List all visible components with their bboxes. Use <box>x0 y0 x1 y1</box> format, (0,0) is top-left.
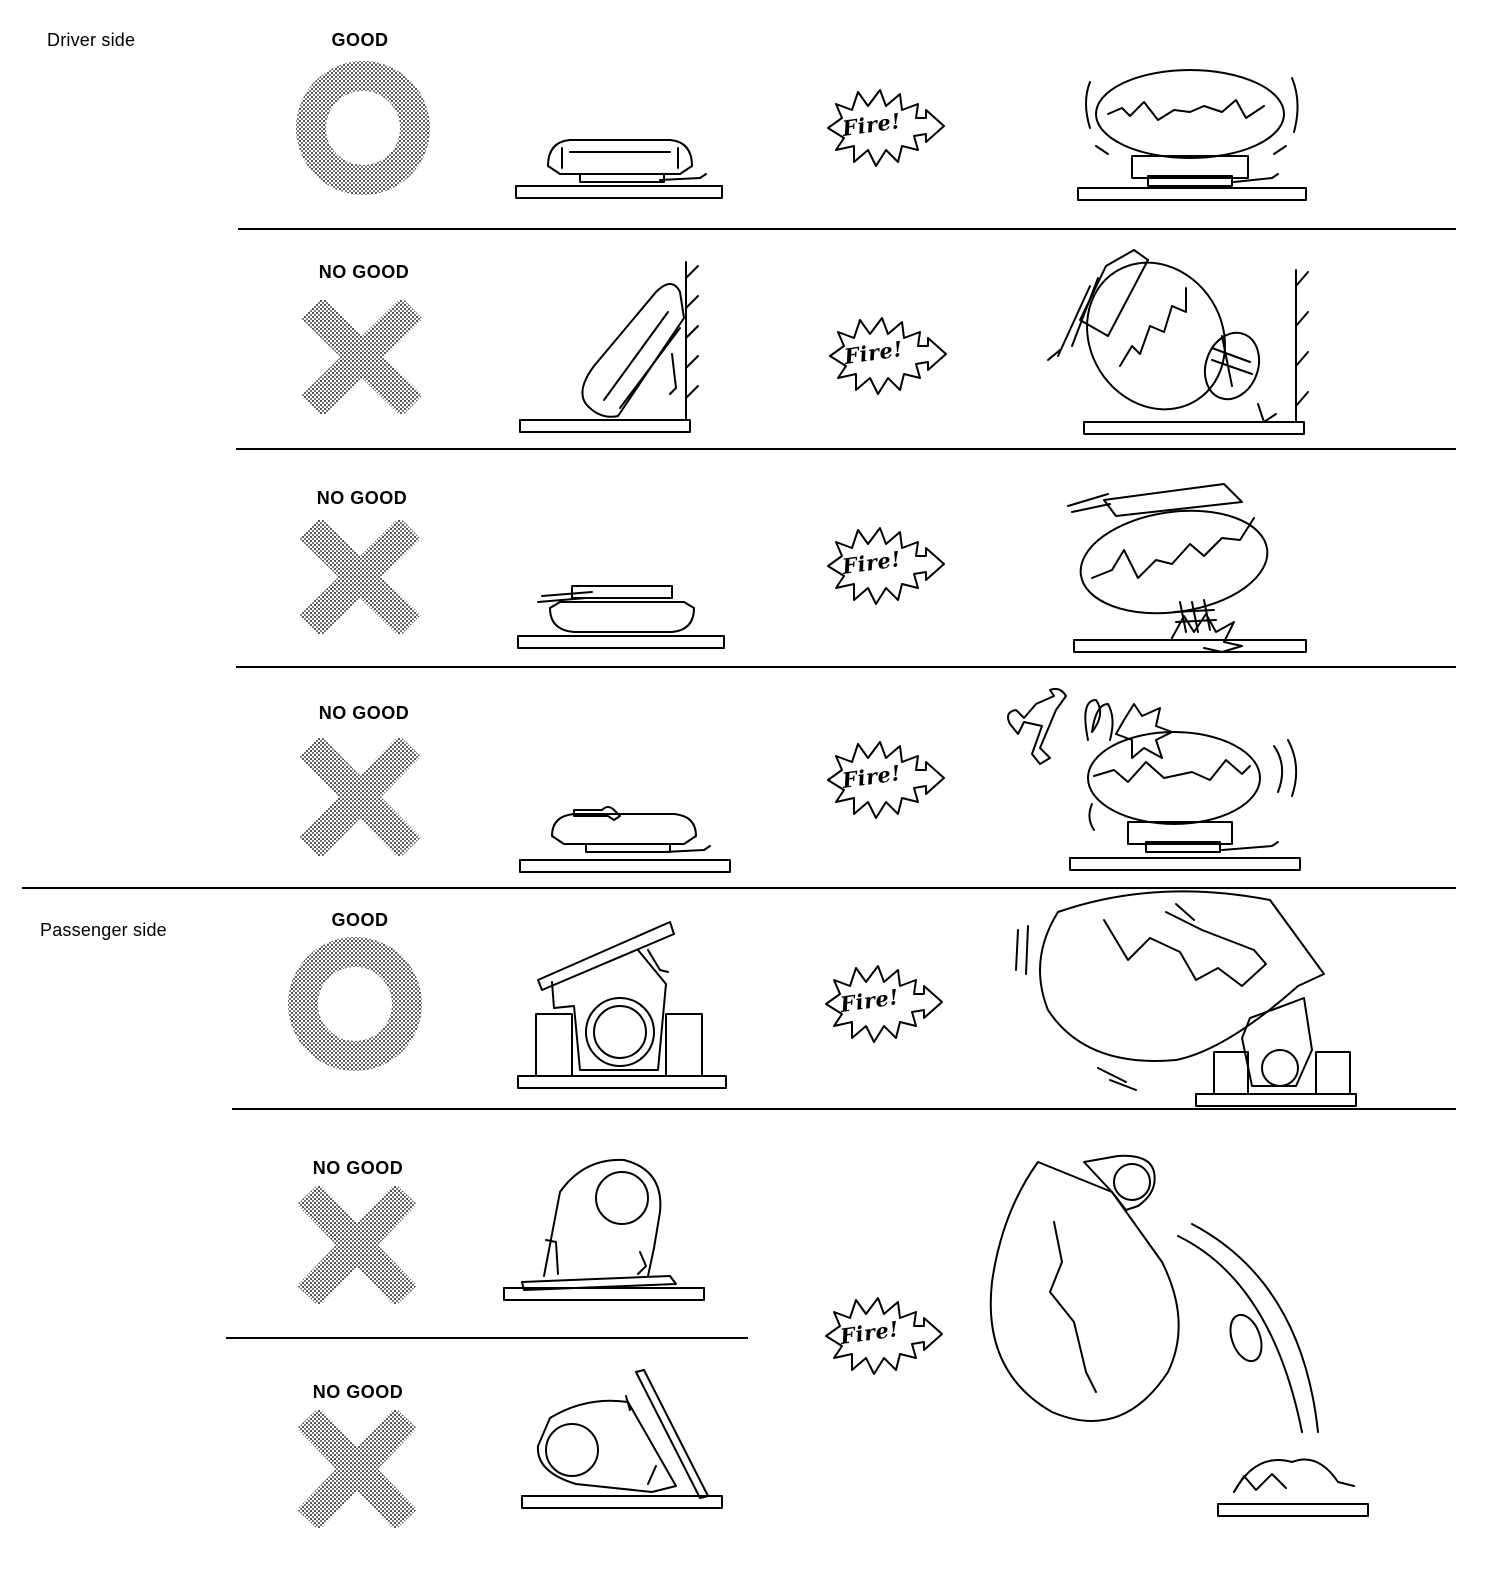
verdict-label: NO GOOD <box>318 262 410 282</box>
cross-icon <box>298 1186 416 1304</box>
fire-burst-icon <box>818 964 943 1044</box>
airbag-module-against-wall-illustration <box>514 258 704 438</box>
fire-burst-icon <box>820 88 945 168</box>
fire-burst-icon <box>820 740 945 820</box>
circle-icon <box>295 60 431 196</box>
verdict-label: NO GOOD <box>312 1158 404 1178</box>
fire-label: Fire! <box>840 546 903 579</box>
fire-label: Fire! <box>840 108 903 141</box>
passenger-airbag-deployed-illustration <box>1006 890 1362 1110</box>
passenger-module-upright-illustration <box>510 910 730 1110</box>
driver-side-label: Driver side <box>47 30 136 50</box>
verdict-label: NO GOOD <box>316 488 408 508</box>
circle-icon <box>287 936 423 1072</box>
row-divider <box>238 228 1456 230</box>
row-divider <box>236 448 1456 450</box>
passenger-airbag-launched-illustration <box>982 1152 1382 1522</box>
fire-label: Fire! <box>838 1316 901 1349</box>
fire-burst-icon <box>818 1296 943 1376</box>
passenger-module-tilted-illustration <box>516 1366 728 1516</box>
fire-label: Fire! <box>838 984 901 1017</box>
airbag-module-face-up-illustration <box>510 130 730 205</box>
cross-icon <box>298 738 422 856</box>
airbag-module-upside-down-illustration <box>512 574 732 654</box>
row-divider <box>236 666 1456 668</box>
cross-icon <box>298 1410 416 1528</box>
fire-burst-icon <box>820 526 945 606</box>
fire-burst-icon <box>822 316 947 396</box>
deployed-airbag-object-ejected-illustration <box>996 682 1306 878</box>
deployed-airbag-bounced-illustration <box>1036 236 1316 442</box>
passenger-side-label: Passenger side <box>40 920 167 940</box>
cross-icon <box>300 300 424 414</box>
verdict-label: NO GOOD <box>312 1382 404 1402</box>
verdict-label: GOOD <box>331 910 389 930</box>
verdict-label: GOOD <box>331 30 389 50</box>
fire-label: Fire! <box>840 760 903 793</box>
airbag-module-with-object-illustration <box>514 796 734 876</box>
verdict-label: NO GOOD <box>318 703 410 723</box>
row-divider <box>226 1337 748 1339</box>
fire-label: Fire! <box>842 336 905 369</box>
deployed-airbag-upright-illustration <box>1074 62 1310 208</box>
section-divider <box>22 887 1456 889</box>
deployed-airbag-launched-illustration <box>1064 470 1314 666</box>
cross-icon <box>298 520 422 634</box>
passenger-module-upside-down-illustration <box>500 1156 710 1316</box>
